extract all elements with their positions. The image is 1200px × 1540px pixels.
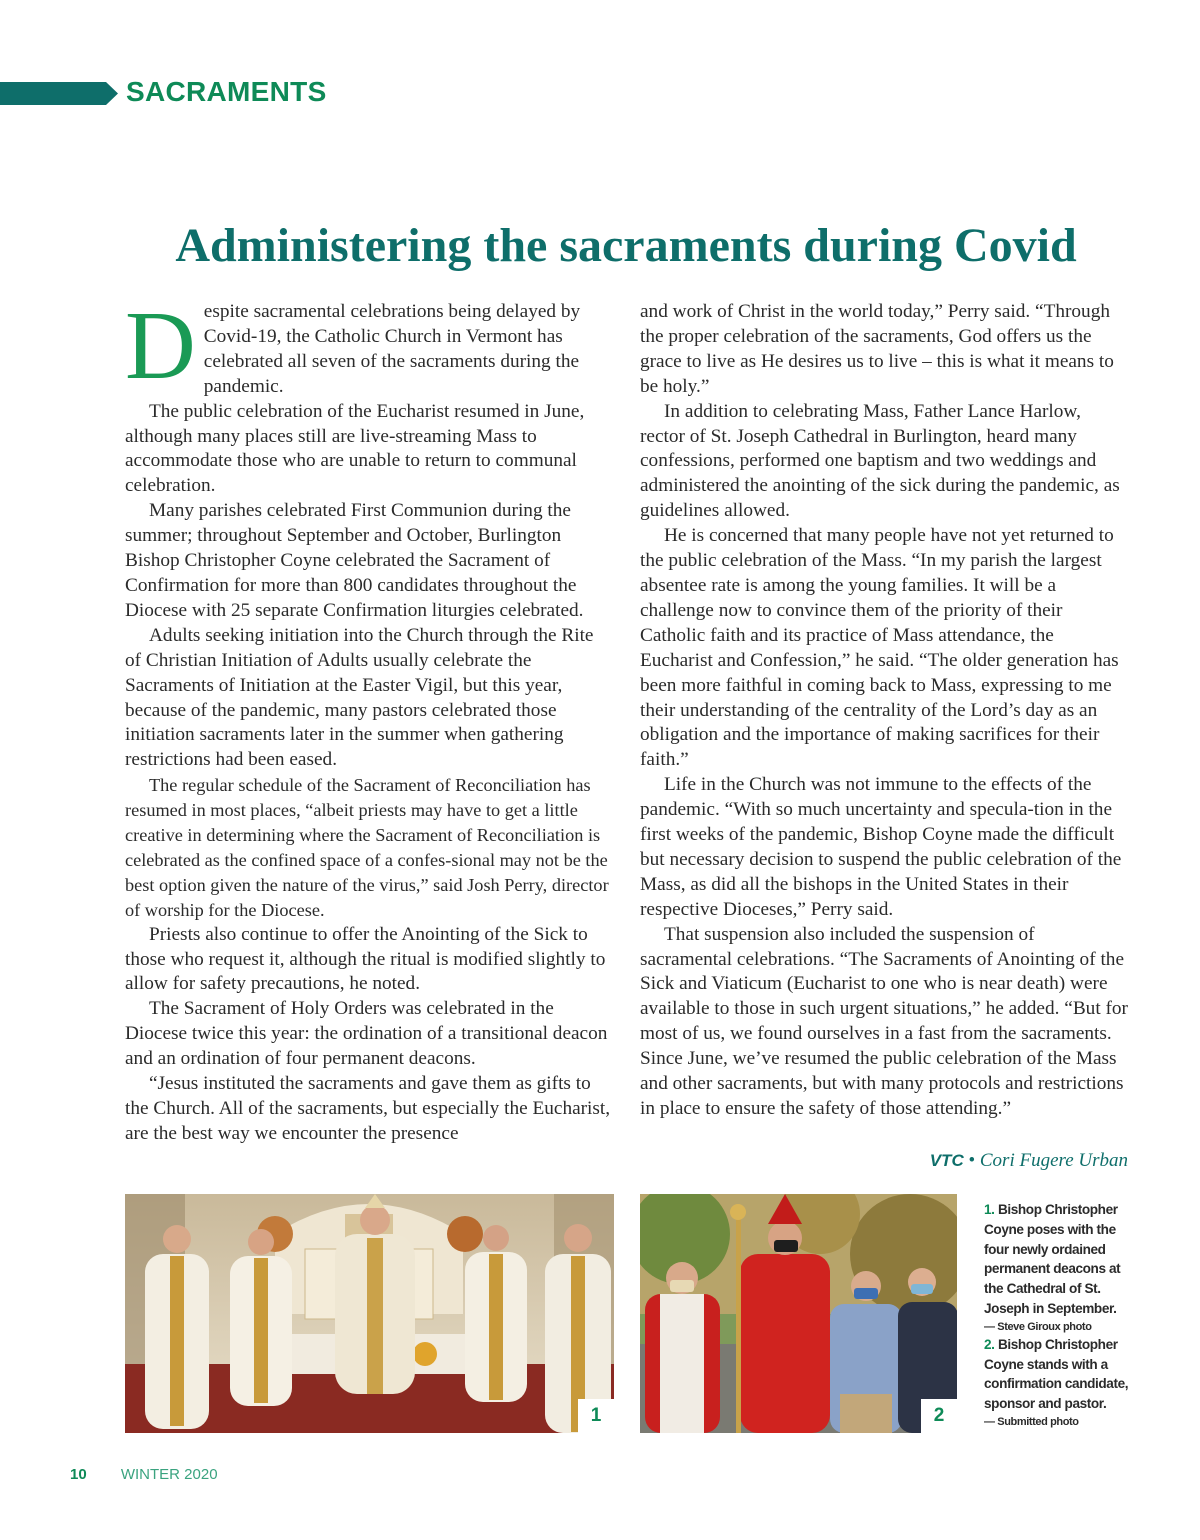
article-paragraph: The Sacrament of Holy Orders was celebrated in the Diocese twice this year: the ordination of a transitional deacon and an ordination of four permanent deacons. bbox=[125, 998, 608, 1070]
byline-publication: VTC bbox=[929, 1151, 964, 1170]
article-paragraph: He is concerned that many people have not yet returned to the public celebration of the Mass. “In my parish the largest absentee rate is among the young families. It will be a challenge now to convince them of the priority of their Catholic faith and its practice of Mass attendance, the Eucharist and Confession,” he said. “The older generation has been more faithful in coming back to Mass, expressing to me their understanding of the centrality of the Lord’s day as an obligation and the importance of making sacrifices for their faith.” bbox=[640, 525, 1119, 771]
article-paragraph: Adults seeking initiation into the Church through the Rite of Christian Initiation of Adults usually celebrate the Sacraments of Initiation at the Easter Vigil, but this year, because of the pandemic, many pastors celebrated those initiation sacraments later in the summer when gathering restrictions had been eased. bbox=[125, 624, 594, 771]
article-paragraph: Many parishes celebrated First Communion during the summer; throughout September and October, Burlington Bishop Christopher Coyne celebrated the Sacrament of Confirmation for more than 800 candidates throughout the Diocese with 25 separate Confirmation liturgies celebrated. bbox=[125, 500, 584, 621]
article-paragraph: Despite sacramental celebrations being delayed by Covid-19, the Catholic Church in Vermont has celebrated all seven of the sacraments during the pandemic. bbox=[125, 292, 581, 400]
photo-captions bbox=[984, 1200, 1136, 1430]
caption-text: Bishop Christopher Coyne poses with the four newly ordained permanent deacons at the Cathedral of St. Joseph in September. bbox=[984, 1202, 1121, 1316]
article-column-left bbox=[125, 292, 613, 1147]
page-number: 10 bbox=[70, 1466, 87, 1483]
article-paragraph: and work of Christ in the world today,” Perry said. “Through the proper celebration of the sacraments, God offers us the grace to live as He desires us to live – this is what it means to be holy.” bbox=[640, 301, 1114, 397]
section-arrow-bar bbox=[0, 82, 118, 105]
photo-number-badge: 1 bbox=[578, 1399, 614, 1433]
caption-number: 1. bbox=[984, 1202, 995, 1217]
photo-confirmation-image bbox=[640, 1194, 957, 1433]
article-paragraph: “Jesus instituted the sacraments and gave them as gifts to the Church. All of the sacraments, but especially the Eucharist, are the best way we encounter the presence bbox=[125, 1073, 611, 1144]
byline-author: Cori Fugere Urban bbox=[979, 1150, 1128, 1171]
section-label: SACRAMENTS bbox=[126, 76, 327, 107]
article-paragraph: Priests also continue to offer the Anointing of the Sick to those who request it, although the ritual is modified slightly to allow for safety precautions, he noted. bbox=[125, 923, 606, 995]
article-byline bbox=[930, 1150, 1128, 1172]
article-paragraph: The public celebration of the Eucharist resumed in June, although many places still are live-streaming Mass to accommodate those who are unable to return to communal celebration. bbox=[125, 400, 585, 497]
photo-confirmation bbox=[640, 1194, 957, 1433]
photo-ordination-image bbox=[125, 1194, 614, 1433]
article-paragraph: The regular schedule of the Sacrament of Reconciliation has resumed in most places, “albeit priests may have to get a little creative in determining where the Sacrament of Reconciliation is celebrated as the confined space of a confes-sional may not be the best option given the nature of the virus,” said Josh Perry, director of worship for the Diocese. bbox=[125, 775, 609, 920]
issue-label: WINTER 2020 bbox=[120, 1466, 218, 1483]
caption-2 bbox=[984, 1335, 1136, 1430]
article-paragraph: Life in the Church was not immune to the effects of the pandemic. “With so much uncertainty and specula-tion in the first weeks of the pandemic, Bishop Coyne made the difficult but necessary decision to suspend the public celebration of the Mass, as did all the bishops in the United States in their respective Dioceses,” Perry said. bbox=[640, 774, 1122, 920]
caption-credit: — Submitted photo bbox=[984, 1415, 1079, 1428]
article-paragraph: In addition to celebrating Mass, Father Lance Harlow, rector of St. Joseph Cathedral in Burlington, heard many confessions, performed one baptism and two weddings and administered the anointing of the sick during the pandemic, as guidelines allowed. bbox=[640, 400, 1120, 522]
photo-ordination bbox=[125, 1194, 614, 1433]
drop-cap: D bbox=[125, 292, 196, 400]
photo-number-badge: 2 bbox=[921, 1399, 957, 1433]
article-headline: Administering the sacraments during Covid bbox=[175, 219, 1077, 272]
article-paragraph: That suspension also included the suspension of sacramental celebrations. “The Sacraments of Anointing of the Sick and Viaticum (Eucharist to one who is near death) were available to those in such urgent situations,” he added. “But for most of us, we found ourselves in a fast from the sacraments. Since June, we’ve resumed the public celebration of the Mass and other sacraments, but with many protocols and restrictions in place to ensure the safety of those attending.” bbox=[640, 923, 1128, 1119]
byline-separator: • bbox=[968, 1150, 976, 1171]
page-footer bbox=[70, 1466, 218, 1483]
caption-text: Bishop Christopher Coyne stands with a confirmation candidate, sponsor and pastor. bbox=[984, 1336, 1129, 1412]
caption-credit: — Steve Giroux photo bbox=[984, 1320, 1092, 1333]
article-column-right bbox=[640, 300, 1128, 1122]
caption-1 bbox=[984, 1200, 1136, 1335]
caption-number: 2. bbox=[984, 1336, 995, 1352]
